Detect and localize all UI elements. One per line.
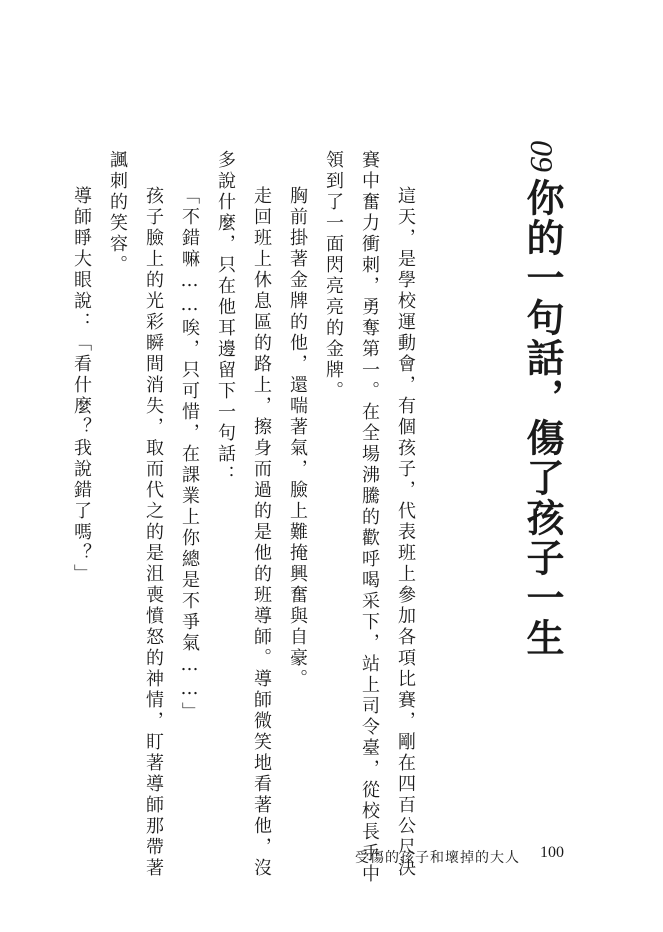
paragraph-line: 諷刺的笑容。	[107, 150, 128, 276]
chapter-number: 09	[524, 140, 560, 172]
paragraph-line: 領到了一面閃亮亮的金牌。	[323, 150, 344, 402]
chapter-title	[520, 140, 570, 658]
paragraph-line: 導師睜大眼說：「看什麼？我說錯了嗎？」	[71, 186, 92, 585]
paragraph-line: 這天，是學校運動會，有個孩子，代表班上參加各項比賽，剛在四百公尺決	[395, 186, 416, 879]
paragraph-line: 胸前掛著金牌的他，還喘著氣，臉上難掩興奮與自豪。	[287, 186, 308, 690]
running-footer-title: 受傷的孩子和壞掉的大人	[355, 850, 520, 866]
paragraph-line: 孩子臉上的光彩瞬間消失，取而代之的是沮喪憤怒的神情，盯著導師那帶著	[143, 186, 164, 879]
body-text	[63, 150, 423, 885]
chapter-name: 你的一句話，傷了孩子一生	[520, 178, 565, 658]
page-number: 100	[540, 844, 564, 861]
paragraph-line: 多說什麼，只在他耳邊留下一句話：	[215, 150, 236, 486]
paragraph-line: 賽中奮力衝刺，勇奪第一。在全場沸騰的歡呼喝采下，站上司令臺，從校長手中	[359, 150, 380, 885]
paragraph-line: 走回班上休息區的路上，擦身而過的是他的班導師。導師微笑地看著他，沒	[251, 186, 272, 879]
paragraph-line: 「不錯嘛……唉，只可惜，在課業上你總是不爭氣……」	[179, 186, 200, 723]
